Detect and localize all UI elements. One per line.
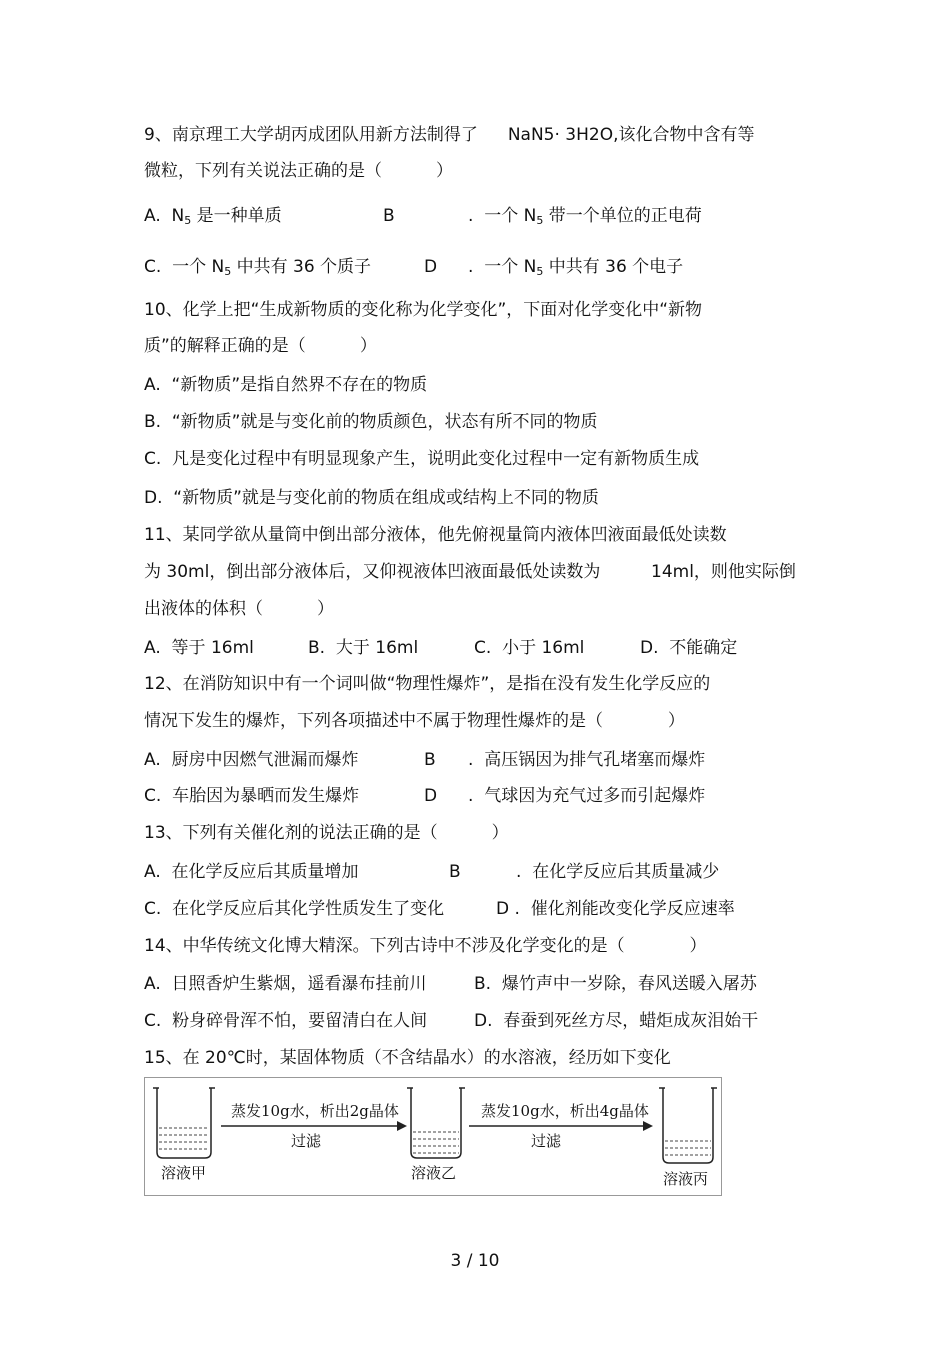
q14-line1: 14、中华传统文化博大精深。下列古诗中不涉及化学变化的是（ ）	[144, 936, 707, 956]
q10-option-d: D. “新物质”就是与变化前的物质在组成或结构上不同的物质	[144, 488, 599, 508]
q14-option-b: B. 爆竹声中一岁除，春风送暖入屠苏	[474, 974, 757, 994]
q9-line1-b: 该化合物中含有等	[618, 125, 755, 145]
q11-line3: 出液体的体积（ ）	[144, 599, 335, 619]
q11-option-d: D. 不能确定	[640, 638, 738, 658]
q11-line2-b: 14ml，则他实际倒	[651, 562, 796, 582]
q12-option-d-letter: D	[424, 786, 438, 806]
beaker-2-liquid	[413, 1132, 459, 1153]
q13-option-b-letter: B	[449, 862, 461, 882]
q9-line1-a: 9、南京理工大学胡丙成团队用新方法制得了	[144, 125, 478, 145]
q15-line1: 15、在 20℃时，某固体物质（不含结晶水）的水溶液，经历如下变化	[144, 1048, 671, 1068]
q13-option-b: . 在化学反应后其质量减少	[516, 862, 720, 882]
beaker-1-label: 溶液甲	[161, 1164, 207, 1182]
q13-option-d: D . 催化剂能改变化学反应速率	[496, 899, 735, 919]
q14-option-d: D. 春蚕到死丝方尽，蜡炬成灰泪始干	[474, 1011, 759, 1031]
q10-option-b: B. “新物质”就是与变化前的物质颜色，状态有所不同的物质	[144, 412, 598, 432]
beaker-3	[659, 1088, 717, 1163]
q12-option-b: . 高压锅因为排气孔堵塞而爆炸	[468, 750, 706, 770]
arrow-1-bottom-label: 过滤	[291, 1132, 322, 1150]
q11-option-b: B. 大于 16ml	[308, 638, 419, 658]
q9-option-d: . 一个 $N_5$ 中共有 36 个电子	[468, 257, 684, 278]
q9-option-a: A. $N_5$ 是一种单质	[144, 206, 282, 227]
beaker-2-label: 溶液乙	[411, 1164, 457, 1182]
q12-option-b-letter: B	[424, 750, 436, 770]
q9-line2: 微粒，下列有关说法正确的是（ ）	[144, 161, 454, 181]
evaporation-diagram	[144, 1077, 722, 1196]
q14-option-c: C. 粉身碎骨浑不怕，要留清白在人间	[144, 1011, 428, 1031]
q10-line1: 10、化学上把“生成新物质的变化称为化学变化”，下面对化学变化中“新物	[144, 300, 703, 320]
q12-line1: 12、在消防知识中有一个词叫做“物理性爆炸”，是指在没有发生化学反应的	[144, 674, 711, 694]
q11-line2: 为 30ml，倒出部分液体后，又仰视液体凹液面最低处读数为	[144, 562, 601, 582]
q12-line2: 情况下发生的爆炸，下列各项描述中不属于物理性爆炸的是（ ）	[144, 711, 685, 731]
q10-option-a: A. “新物质”是指自然界不存在的物质	[144, 375, 428, 395]
arrow-1	[221, 1121, 407, 1131]
q11-option-a: A. 等于 16ml	[144, 638, 254, 658]
arrow-1-top-label: 蒸发10g水，析出2g晶体	[231, 1102, 399, 1120]
q13-line1: 13、下列有关催化剂的说法正确的是（ ）	[144, 823, 509, 843]
q9-option-d-letter: D	[424, 257, 438, 277]
beaker-2	[407, 1088, 465, 1158]
q13-option-a: A. 在化学反应后其质量增加	[144, 862, 359, 882]
beaker-1-liquid	[159, 1128, 209, 1149]
q10-option-c: C. 凡是变化过程中有明显现象产生，说明此变化过程中一定有新物质生成	[144, 449, 700, 469]
q12-option-d: . 气球因为充气过多而引起爆炸	[468, 786, 706, 806]
arrow-2-bottom-label: 过滤	[531, 1132, 562, 1150]
beaker-3-label: 溶液丙	[663, 1170, 709, 1188]
q12-option-a: A. 厨房中因燃气泄漏而爆炸	[144, 750, 359, 770]
q11-line1: 11、某同学欲从量筒中倒出部分液体，他先俯视量筒内液体凹液面最低处读数	[144, 525, 727, 545]
q9-option-c: C. 一个 $N_5$ 中共有 36 个质子	[144, 257, 372, 278]
q9-option-b: . 一个 $N_5$ 带一个单位的正电荷	[468, 206, 702, 227]
beaker-1	[153, 1088, 215, 1158]
q10-line2: 质”的解释正确的是（ ）	[144, 336, 377, 356]
q11-option-c: C. 小于 16ml	[474, 638, 585, 658]
q9-option-b-letter: B	[383, 206, 395, 226]
q9-formula: NaN5· 3H2O,	[507, 125, 619, 145]
arrow-2	[469, 1121, 653, 1131]
q9-line1	[144, 124, 755, 146]
q12-option-c: C. 车胎因为暴晒而发生爆炸	[144, 786, 360, 806]
q13-option-c: C. 在化学反应后其化学性质发生了变化	[144, 899, 445, 919]
q14-option-a: A. 日照香炉生紫烟，遥看瀑布挂前川	[144, 974, 427, 994]
page-number: 3 / 10	[450, 1251, 500, 1271]
arrow-2-top-label: 蒸发10g水，析出4g晶体	[481, 1102, 649, 1120]
beaker-3-liquid	[665, 1141, 711, 1155]
